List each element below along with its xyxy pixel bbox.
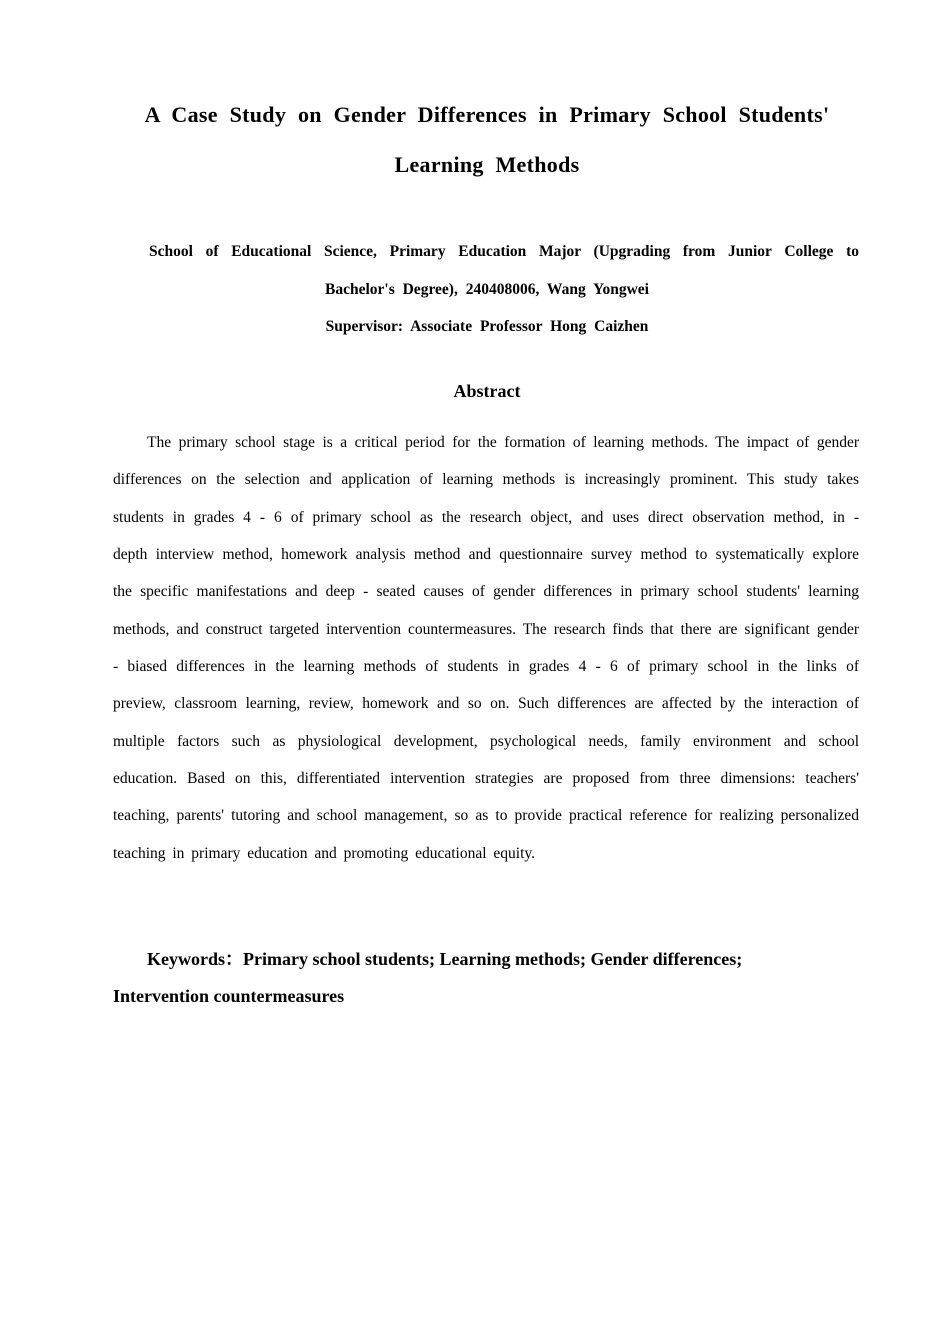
keywords-paragraph [113, 941, 813, 1015]
keywords-label: Keywords： [147, 949, 243, 969]
affiliation-line-1: School of Educational Science, Primary Education Major (Upgrading from Junior College to [149, 243, 859, 260]
abstract-heading: Abstract [453, 381, 521, 401]
affiliation-line-2: Bachelor's Degree), 240408006, Wang Yongwei [325, 281, 649, 298]
supervisor-line: Supervisor: Associate Professor Hong Caizhen [325, 318, 649, 335]
abstract-body: The primary school stage is a critical period for the formation of learning methods. The impact of gender differences on the selection and application of learning methods is increasingly prominent. This study takes students in grades 4 - 6 of primary school as the research object, and uses direct observation method, in - depth interview method, homework analysis method and questionnaire survey method to systematically explore the specific manifestations and deep - seated causes of gender differences in primary school students' learning methods, and construct targeted intervention countermeasures. The research finds that there are significant gender - biased differences in the learning methods of students in grades 4 - 6 of primary school in the links of preview, classroom learning, review, homework and so on. Such differences are affected by the interaction of multiple factors such as physiological development, psychological needs, family environment and school education. Based on this, differentiated intervention strategies are proposed from three dimensions: teachers' teaching, parents' tutoring and school management, so as to provide practical reference for realizing personalized teaching in primary education and promoting educational equity. [113, 434, 859, 862]
title-line-2: Learning Methods [394, 152, 580, 177]
keywords-text: Primary school students; Learning methods; Gender differences; Intervention countermeasures [113, 949, 743, 1006]
title-line-1: A Case Study on Gender Differences in Primary School Students' [144, 102, 830, 127]
